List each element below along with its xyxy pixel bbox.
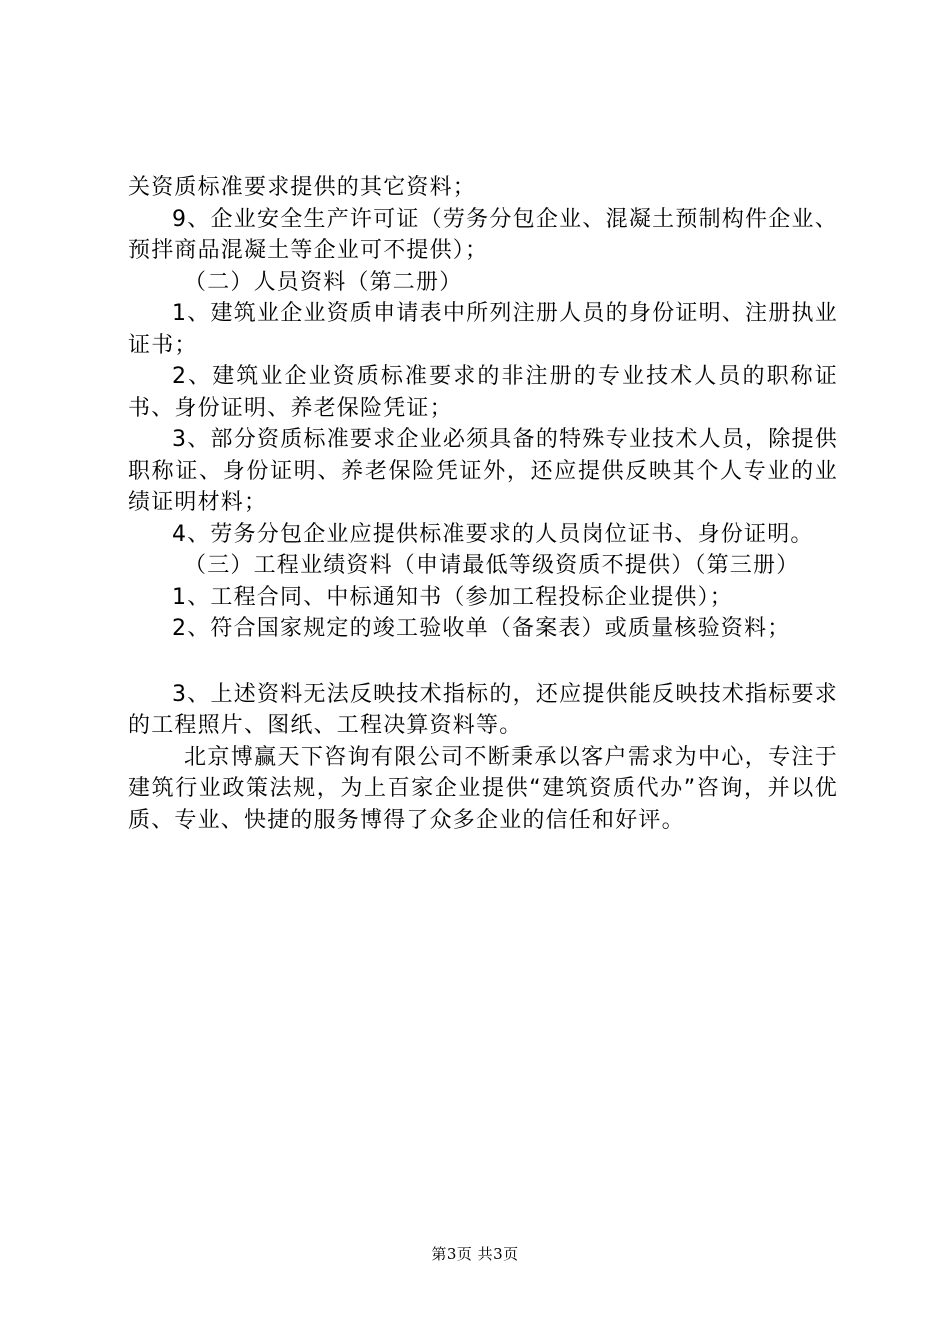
section-heading-personnel: （二）人员资料（第二册）	[184, 269, 463, 295]
paragraph-performance-2: 2、符合国家规定的竣工验收单（备案表）或质量核验资料；	[172, 616, 791, 641]
paragraph-performance-1: 1、工程合同、中标通知书（参加工程投标企业提供）；	[172, 584, 733, 610]
paragraph-company-intro: 北京博赢天下咨询有限公司不断秉承以客户需求为中心，专注于建筑行业政策法规，为上百家企业提供“建筑资质代办”咨询，并以优质、专业、快捷的服务博得了众多企业的信任和好评。	[128, 744, 838, 833]
paragraph-personnel-2: 2、建筑业企业资质标准要求的非注册的专业技术人员的职称证书、身份证明、养老保险凭证；	[128, 364, 838, 421]
page-footer: 第3页 共3页	[431, 1245, 519, 1263]
paragraph-continuation: 关资质标准要求提供的其它资料；	[128, 175, 477, 200]
paragraph-performance-3: 3、上述资料无法反映技术指标的，还应提供能反映技术指标要求的工程照片、图纸、工程决算资料等。	[128, 681, 838, 738]
paragraph-personnel-4: 4、劳务分包企业应提供标准要求的人员岗位证书、身份证明。	[172, 521, 814, 547]
paragraph-personnel-3: 3、部分资质标准要求企业必须具备的特殊专业技术人员，除提供职称证、身份证明、养老保险凭证外，还应提供反映其个人专业的业绩证明材料；	[128, 427, 838, 515]
section-heading-performance: （三）工程业绩资料（申请最低等级资质不提供）（第三册）	[184, 553, 800, 578]
paragraph-item-9: 9、企业安全生产许可证（劳务分包企业、混凝土预制构件企业、预拌商品混凝土等企业可不提供）；	[128, 206, 838, 263]
paragraph-personnel-1: 1、建筑业企业资质申请表中所列注册人员的身份证明、注册执业证书；	[128, 301, 838, 358]
document-body	[128, 172, 838, 836]
